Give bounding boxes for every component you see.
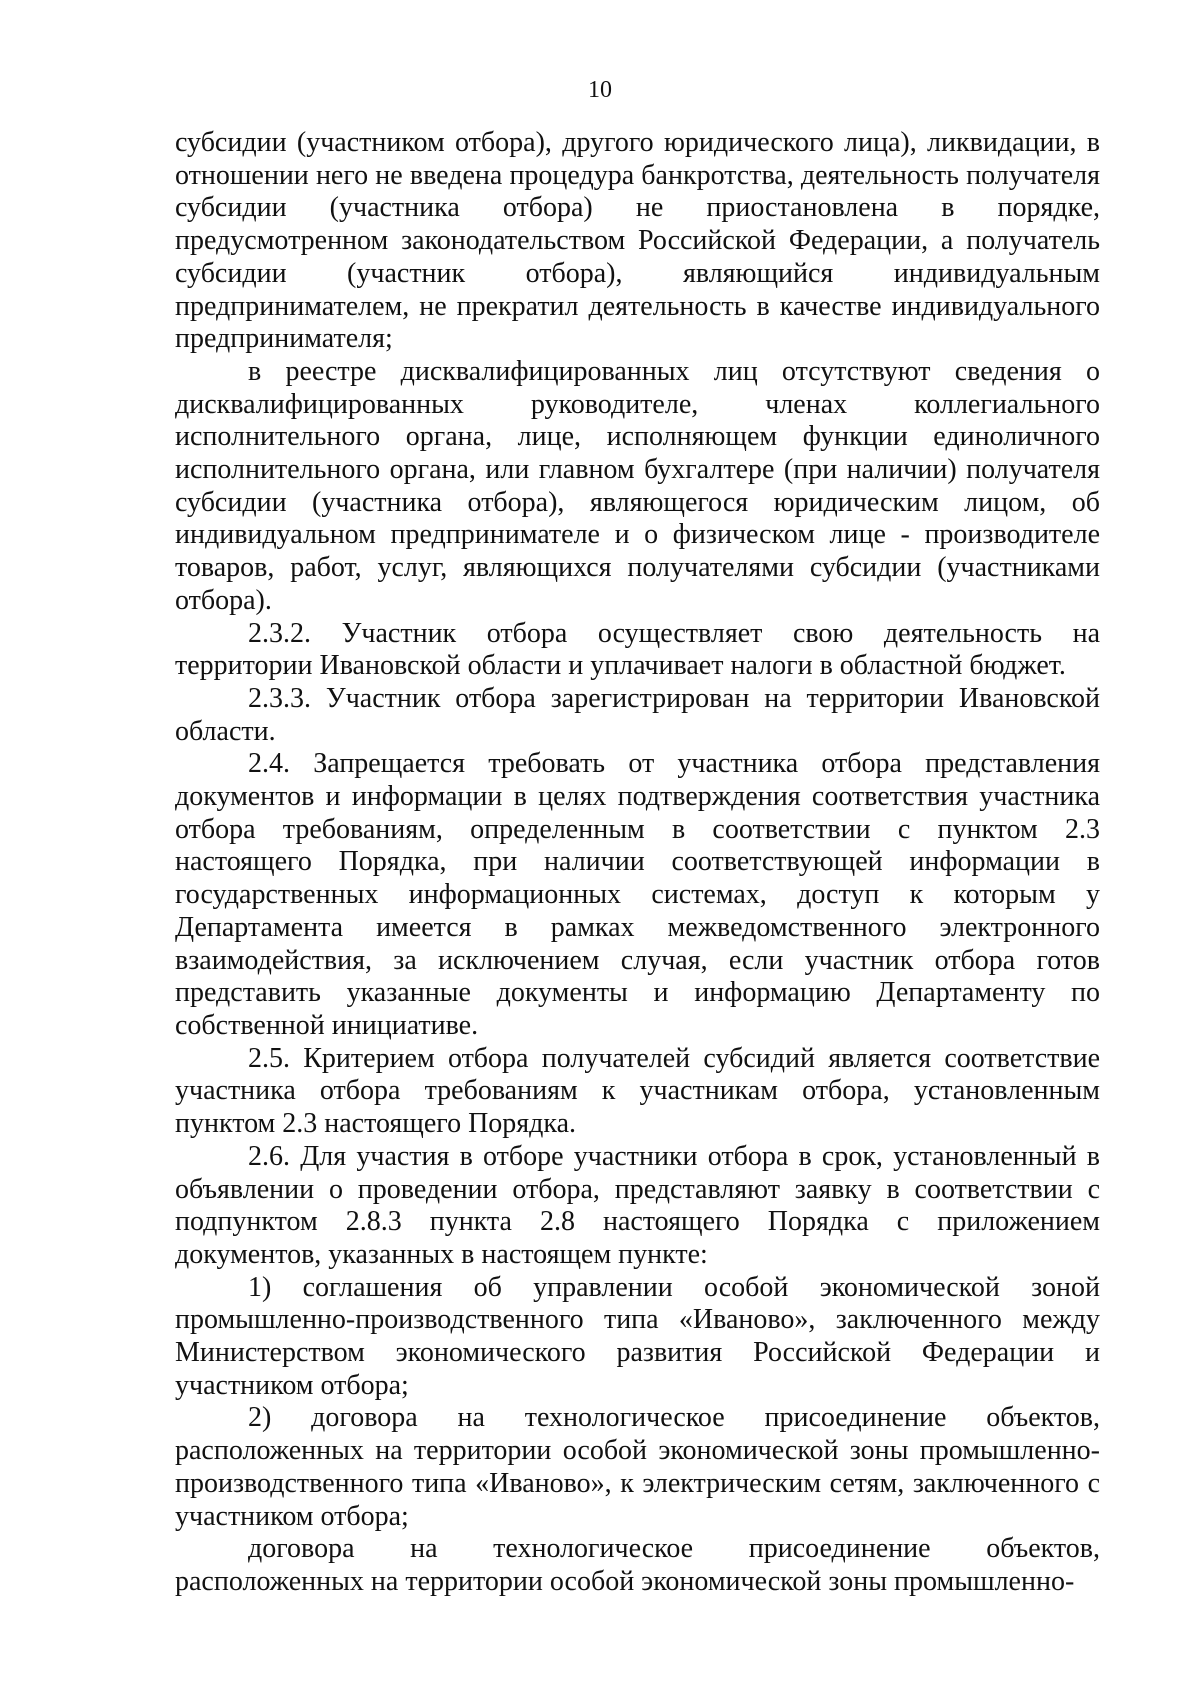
paragraph: субсидии (участником отбора), другого юридического лица), ликвидации, в отношении него не введена процедура банкротства, деятельность получателя субсидии (участника отбора) не приостановлена в порядке, предусмотренном законодательством Российской Федерации, а получатель субсидии (участник отбора), являющийся индивидуальным предпринимателем, не прекратил деятельность в качестве индивидуального предпринимателя; bbox=[175, 127, 1100, 355]
document-body bbox=[175, 127, 1100, 1599]
paragraph: 2.3.3. Участник отбора зарегистрирован на территории Ивановской области. bbox=[175, 682, 1100, 747]
paragraph: договора на технологическое присоединение объектов, расположенных на территории особой экономической зоны промышленно- bbox=[175, 1533, 1100, 1597]
paragraph: 2.4. Запрещается требовать от участника отбора представления документов и информации в целях подтверждения соответствия участника отбора требованиям, определенным в соответствии с пунктом 2.3 настоящего Порядка, при наличии соответствующей информации в государственных информационных системах, доступ к которым у Департамента имеется в рамках межведомственного электронного взаимодействия, за исключением случая, если участник отбора готов представить указанные документы и информацию Департаменту по собственной инициативе. bbox=[175, 748, 1100, 1041]
paragraph: 2) договора на технологическое присоединение объектов, расположенных на территории особой экономической зоны промышленно-производственного типа «Иваново», к электрическим сетям, заключенного с участником отбора; bbox=[175, 1402, 1100, 1532]
paragraph: 1) соглашения об управлении особой экономической зоной промышленно-производственного типа «Иваново», заключенного между Министерством экономического развития Российской Федерации и участником отбора; bbox=[175, 1271, 1100, 1401]
paragraph: 2.6. Для участия в отборе участники отбора в срок, установленный в объявлении о проведении отбора, представляют заявку в соответствии с подпунктом 2.8.3 пункта 2.8 настоящего Порядка с приложением документов, указанных в настоящем пункте: bbox=[175, 1140, 1100, 1270]
page-number: 10 bbox=[588, 77, 612, 103]
paragraph: 2.5. Критерием отбора получателей субсидий является соответствие участника отбора требованиям к участникам отбора, установленным пунктом 2.3 настоящего Порядка. bbox=[175, 1042, 1100, 1140]
paragraph: 2.3.2. Участник отбора осуществляет свою деятельность на территории Ивановской области и уплачивает налоги в областной бюджет. bbox=[175, 617, 1100, 682]
paragraph: в реестре дисквалифицированных лиц отсутствуют сведения о дисквалифицированных руководителе, членах коллегиального исполнительного органа, лице, исполняющем функции единоличного исполнительного органа, или главном бухгалтере (при наличии) получателя субсидии (участника отбора), являющегося юридическим лицом, об индивидуальном предпринимателе и о физическом лице - производителе товаров, работ, услуг, являющихся получателями субсидии (участниками отбора). bbox=[175, 355, 1100, 616]
